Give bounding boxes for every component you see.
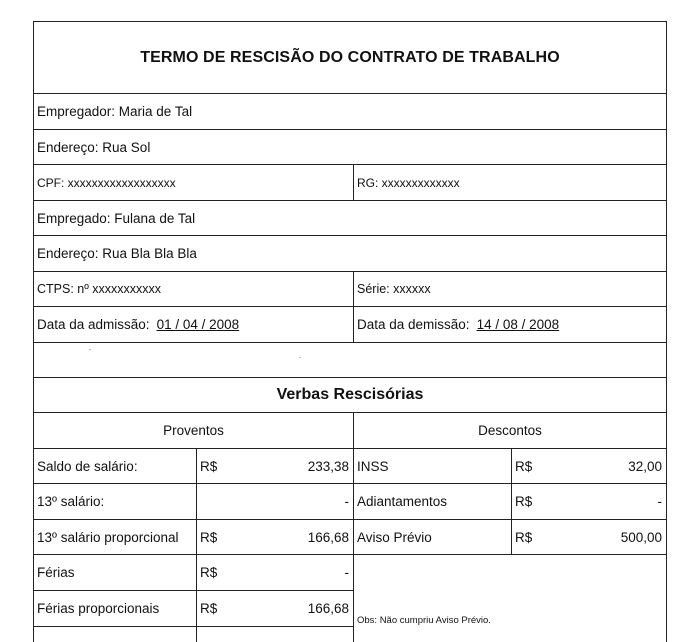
employee-name-row: [34, 201, 666, 236]
provento-label: Saldo de salário:: [37, 458, 138, 474]
employee-serie: Série: xxxxxx: [353, 272, 666, 306]
provento-value: 166,68: [307, 601, 349, 616]
employer-address: Endereço: Rua Sol: [37, 139, 151, 155]
provento-label: 13º salário:: [37, 494, 105, 509]
desconto-value: 500,00: [620, 529, 662, 545]
provento-label: 13º salário proporcional: [37, 529, 179, 545]
admission-date: 01 / 04 / 2008: [156, 317, 240, 332]
employee-dates-row: [34, 307, 666, 343]
employer-rg: RG: xxxxxxxxxxxxx: [353, 165, 666, 200]
verbas-header-row: [34, 413, 666, 449]
termination-form: [33, 21, 667, 642]
provento-value: -: [344, 494, 349, 509]
provento-value: 233,38: [307, 458, 349, 474]
provento-currency: R$: [196, 555, 256, 590]
employer-address-row: [34, 130, 666, 165]
column-divider: [196, 627, 197, 642]
employer-documents-row: [34, 165, 666, 201]
verbas-row-4: [34, 555, 353, 591]
verbas-title: Verbas Rescisórias: [276, 386, 424, 403]
document-title: TERMO DE RESCISÃO DO CONTRATO DE TRABALHO: [140, 48, 560, 66]
provento-label: Férias: [37, 565, 75, 580]
admission-cell: [34, 307, 353, 342]
verbas-row-6-partial: [34, 627, 353, 642]
verbas-row-1: [34, 449, 666, 484]
employee-ctps: CTPS: nº xxxxxxxxxxx: [37, 282, 162, 296]
provento-currency: R$: [196, 449, 256, 483]
provento-value: 166,68: [307, 529, 349, 545]
employee-name: Empregado: Fulana de Tal: [37, 210, 196, 226]
provento-currency: R$: [196, 520, 256, 554]
desconto-currency: R$: [511, 484, 571, 519]
dismissal-cell: [353, 307, 666, 342]
verbas-row-5: [34, 591, 353, 627]
provento-value: -: [344, 565, 349, 580]
verbas-lower-block: [34, 555, 666, 642]
employee-ctps-row: [34, 272, 666, 307]
desconto-label: Aviso Prévio: [353, 520, 511, 554]
provento-currency: [196, 484, 256, 519]
verbas-title-row: [34, 378, 666, 413]
employer-name-row: [34, 94, 666, 130]
admission-label: Data da admissão:: [37, 317, 150, 332]
employer-name: Empregador: Maria de Tal: [37, 104, 193, 119]
desconto-value: -: [657, 494, 662, 509]
desconto-currency: R$: [511, 449, 571, 483]
employer-cpf: CPF: xxxxxxxxxxxxxxxxxx: [37, 175, 176, 190]
dismissal-date: 14 / 08 / 2008: [476, 317, 560, 332]
employee-address-row: [34, 236, 666, 272]
provento-label: Férias proporcionais: [37, 601, 160, 616]
scan-speck: [299, 357, 301, 358]
obs-cell: [353, 555, 666, 642]
provento-currency: R$: [196, 591, 256, 626]
verbas-row-3: [34, 520, 666, 555]
proventos-header: Proventos: [163, 423, 224, 438]
employee-address: Endereço: Rua Bla Bla Bla: [37, 246, 197, 261]
obs-note: Obs: Não cumpriu Aviso Prévio.: [357, 615, 491, 626]
descontos-header: Descontos: [353, 413, 666, 448]
dismissal-label: Data da demissão:: [357, 317, 470, 332]
scan-speck: [89, 349, 91, 350]
desconto-label: INSS: [353, 449, 511, 483]
desconto-label: Adiantamentos: [353, 484, 511, 519]
title-row: [34, 22, 666, 94]
desconto-value: 32,00: [628, 458, 662, 474]
verbas-row-2: [34, 484, 666, 520]
desconto-currency: R$: [511, 520, 571, 554]
blank-row: [34, 343, 666, 378]
